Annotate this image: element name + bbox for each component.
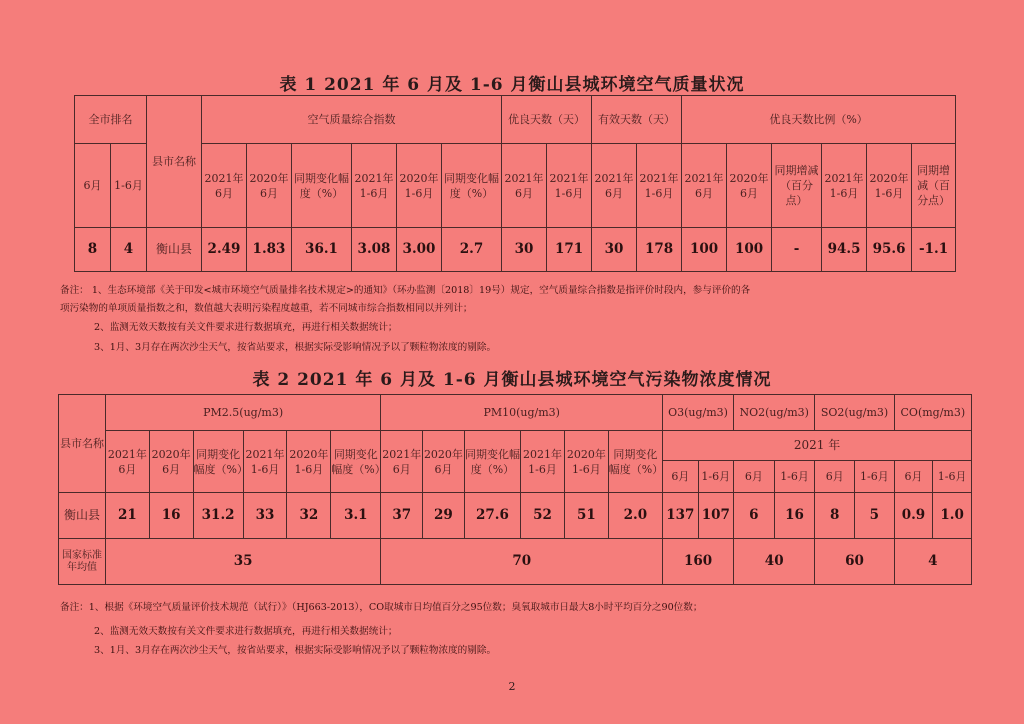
t2-cell-pm10-2020-jun: 29 (423, 493, 465, 539)
header-ci-2021-jun: 2021年6月 (202, 144, 247, 228)
t2-cell-pm25-2020-h1: 32 (287, 493, 331, 539)
t2-cell-pm10-2021-jun: 37 (381, 493, 423, 539)
t2-header-co-jun: 6月 (894, 461, 933, 493)
t2-cell-pm25-change-h1: 3.1 (331, 493, 381, 539)
header-ratio-2020-h1: 2020年1-6月 (867, 144, 912, 228)
t2-header-so2: SO2(ug/m3) (815, 395, 894, 431)
cell-ci-change-h1: 2.7 (442, 228, 502, 272)
cell-ratio-2020-h1: 95.6 (867, 228, 912, 272)
cell-ci-change-jun: 36.1 (292, 228, 352, 272)
t2-standard-co: 4 (894, 539, 971, 585)
cell-ratio-change-jun: - (772, 228, 822, 272)
header-ratio-2021-jun: 2021年6月 (682, 144, 727, 228)
t2-header-no2-jun: 6月 (734, 461, 775, 493)
t2-cell-pm10-change-h1: 2.0 (608, 493, 662, 539)
t2-cell-pm10-2021-h1: 52 (521, 493, 565, 539)
t2-header-pm25-2021-jun: 2021年6月 (105, 431, 149, 493)
t2-cell-pm25-2021-jun: 21 (105, 493, 149, 539)
t2-header-pm10-2020-h1: 2020年1-6月 (564, 431, 608, 493)
header-rank-jun: 6月 (75, 144, 111, 228)
t2-cell-so2-h1: 5 (855, 493, 895, 539)
table1-note-1-cont: 项污染物的单项质量指数之和，数值越大表明污染程度越重，若不同城市综合指数相同以并列计； (60, 303, 473, 314)
t2-header-no2: NO2(ug/m3) (734, 395, 815, 431)
cell-ratio-2021-jun: 100 (682, 228, 727, 272)
cell-ratio-change-h1: -1.1 (912, 228, 956, 272)
t2-standard-label: 国家标准年均值 (59, 539, 106, 585)
t2-standard-no2: 40 (734, 539, 815, 585)
page-number: 2 (508, 680, 516, 693)
t2-header-no2-h1: 1-6月 (774, 461, 815, 493)
t2-cell-no2-jun: 6 (734, 493, 775, 539)
header-ci-change-h1: 同期变化幅度（%） (442, 144, 502, 228)
t2-cell-pm25-change-jun: 31.2 (193, 493, 243, 539)
t2-standard-pm10: 70 (381, 539, 663, 585)
cell-rank-jun: 8 (75, 228, 111, 272)
t2-header-o3-h1: 1-6月 (698, 461, 733, 493)
table2-note-1: 备注：1、根据《环境空气质量评价技术规范（试行）》（HJ663-2013），CO取城市日均值百分之95位数；臭氧取城市日最大8小时平均百分之90位数； (60, 602, 703, 613)
header-good-2021-h1: 2021年1-6月 (547, 144, 592, 228)
t2-header-year: 2021 年 (663, 431, 972, 461)
t2-header-pm10-change-h1: 同期变化幅度（%） (608, 431, 662, 493)
t2-header-pm25-change-jun: 同期变化幅度（%） (193, 431, 243, 493)
t2-header-pm10-2021-h1: 2021年1-6月 (521, 431, 565, 493)
t2-header-o3-jun: 6月 (663, 461, 698, 493)
header-rank-h1: 1-6月 (111, 144, 147, 228)
t2-header-pm10-2020-jun: 2020年6月 (423, 431, 465, 493)
header-ci-2020-jun: 2020年6月 (247, 144, 292, 228)
header-valid-2021-jun: 2021年6月 (592, 144, 637, 228)
header-rank: 全市排名 (75, 96, 147, 144)
t2-cell-o3-h1: 107 (698, 493, 733, 539)
t2-standard-o3: 160 (663, 539, 734, 585)
cell-rank-h1: 4 (111, 228, 147, 272)
header-valid-days: 有效天数（天） (592, 96, 682, 144)
t2-header-o3: O3(ug/m3) (663, 395, 734, 431)
cell-ratio-2021-h1: 94.5 (822, 228, 867, 272)
cell-ci-2020-jun: 1.83 (247, 228, 292, 272)
cell-valid-jun: 30 (592, 228, 637, 272)
table2-note-2: 2、监测无效天数按有关文件要求进行数据填充，再进行相关数据统计； (94, 626, 398, 637)
header-ci-change-jun: 同期变化幅度（%） (292, 144, 352, 228)
t2-header-so2-h1: 1-6月 (855, 461, 895, 493)
header-valid-2021-h1: 2021年1-6月 (637, 144, 682, 228)
t2-cell-so2-jun: 8 (815, 493, 855, 539)
t2-header-pm25-2020-jun: 2020年6月 (149, 431, 193, 493)
header-ci-2020-h1: 2020年1-6月 (397, 144, 442, 228)
t2-header-pm10-change-jun: 同期变化幅度（%） (464, 431, 520, 493)
t2-cell-county: 衡山县 (59, 493, 106, 539)
t2-header-so2-jun: 6月 (815, 461, 855, 493)
header-composite-index: 空气质量综合指数 (202, 96, 502, 144)
t2-standard-so2: 60 (815, 539, 894, 585)
header-ratio-2020-jun: 2020年6月 (727, 144, 772, 228)
table2-note-3: 3、1月、3月存在两次沙尘天气，按省站要求，根据实际受影响情况予以了颗粒物浓度的剔除。 (94, 645, 497, 656)
cell-good-jun: 30 (502, 228, 547, 272)
header-ratio-change-jun: 同期增减（百分点） (772, 144, 822, 228)
cell-county: 衡山县 (147, 228, 202, 272)
table1-note-2: 2、监测无效天数按有关文件要求进行数据填充，再进行相关数据统计； (94, 322, 398, 333)
t2-cell-co-h1: 1.0 (933, 493, 972, 539)
t2-standard-pm25: 35 (105, 539, 380, 585)
table1 (74, 95, 956, 272)
table2-title: 表 2 2021 年 6 月及 1-6 月衡山县城环境空气污染物浓度情况 (252, 370, 772, 390)
table1-note-3: 3、1月、3月存在两次沙尘天气，按省站要求，根据实际受影响情况予以了颗粒物浓度的剔除。 (94, 342, 497, 353)
cell-ci-2021-jun: 2.49 (202, 228, 247, 272)
t2-header-pm25-change-h1: 同期变化幅度（%） (331, 431, 381, 493)
cell-ratio-2020-jun: 100 (727, 228, 772, 272)
header-good-2021-jun: 2021年6月 (502, 144, 547, 228)
header-ratio-change-h1: 同期增减（百分点） (912, 144, 956, 228)
t2-header-co: CO(mg/m3) (894, 395, 971, 431)
t2-header-pm25: PM2.5(ug/m3) (105, 395, 380, 431)
cell-ci-2021-h1: 3.08 (352, 228, 397, 272)
table2 (58, 394, 972, 585)
table1-note-1: 备注： 1、生态环境部《关于印发<城市环境空气质量排名技术规定>的通知》（环办监测〔2018〕19号）规定，空气质量综合指数是指评价时段内，参与评价的各 (60, 285, 751, 296)
t2-cell-co-jun: 0.9 (894, 493, 933, 539)
t2-header-pm25-2021-h1: 2021年1-6月 (243, 431, 287, 493)
header-good-days: 优良天数（天） (502, 96, 592, 144)
t2-header-co-h1: 1-6月 (933, 461, 972, 493)
t2-header-pm10-2021-jun: 2021年6月 (381, 431, 423, 493)
header-ratio-2021-h1: 2021年1-6月 (822, 144, 867, 228)
t2-cell-pm25-2021-h1: 33 (243, 493, 287, 539)
t2-cell-pm10-change-jun: 27.6 (464, 493, 520, 539)
t2-cell-no2-h1: 16 (774, 493, 815, 539)
t2-cell-pm10-2020-h1: 51 (564, 493, 608, 539)
header-good-ratio: 优良天数比例（%） (682, 96, 956, 144)
header-ci-2021-h1: 2021年1-6月 (352, 144, 397, 228)
t2-cell-o3-jun: 137 (663, 493, 698, 539)
table1-title: 表 1 2021 年 6 月及 1-6 月衡山县城环境空气质量状况 (279, 75, 745, 95)
t2-header-county: 县市名称 (59, 395, 106, 493)
t2-header-pm10: PM10(ug/m3) (381, 395, 663, 431)
cell-good-h1: 171 (547, 228, 592, 272)
t2-header-pm25-2020-h1: 2020年1-6月 (287, 431, 331, 493)
t2-cell-pm25-2020-jun: 16 (149, 493, 193, 539)
header-county: 县市名称 (147, 96, 202, 228)
cell-valid-h1: 178 (637, 228, 682, 272)
cell-ci-2020-h1: 3.00 (397, 228, 442, 272)
